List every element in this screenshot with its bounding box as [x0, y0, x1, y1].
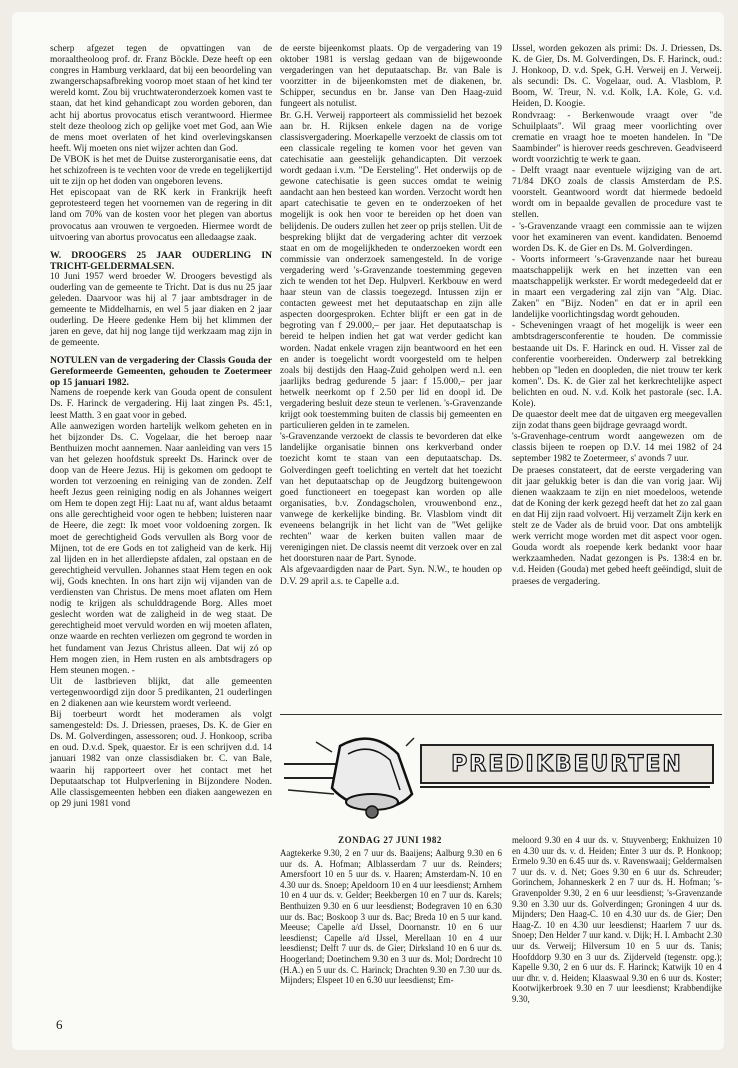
paragraph: De praeses constateert, dat de eerste vergadering van dit jaar gelukkig beter is dan die van vorig jaar. Wij dienen waakzaam te zijn en niet moedeloos, wetende dat de Koning der kerk gezegd heeft dat het zo zal gaan en dat Hij zijn raad volvoert. Hij verzamelt Zijn kerk en stelt ze de Vader als de bruid voor. Dat ons ambtelijk werk verricht moge worden met dit aspect voor ogen. Gouda wordt als roepende kerk bedankt voor haar werkzaamheden. Nadat gezongen is Ps. 138:4 en br. v.d. Heiden (Gouda) met gebed heeft geëindigd, sluit de praeses de vergadering. [512, 465, 723, 587]
section-heading-droogers: W. DROOGERS 25 JAAR OUDERLING IN TRICHT-GELDERMALSEN. [50, 249, 272, 272]
schedule-text: Aagtekerke 9.30, 2 en 7 uur ds. Baaijens; Aalburg 9.30 en 6 uur ds. A. Hofman; Alblasserdam 7 uur ds. Reinders; Amersfoort 10 en 5 uur ds. v. Haaren; Amsterdam-N. 10 en 4.30 uur ds. Snoep; Apeldoorn 10 en 4 uur leesdienst; Arnhem 10 en 4 uur ds. v. Gelder; Beekbergen 10 en 7 uur ds. Karels; Benthuizen 9.30 en 6 uur leesdienst; Bodegraven 10 en 6.30 uur ds. Bac; Boskoop 3 uur ds. Bac; Breda 10 en 5 uur kand. Meeuse; Capelle a/d IJssel, Doornanstr. 10 en 6 uur leesdienst; Capelle a/d IJssel, Merellaan 10 en 4 uur leesdienst; Delft 7 uur ds. de Gier; Dirksland 10 en 6 uur ds. Hoogerland; Doetinchem 9.30 en 3 uur ds. Mol; Dordrecht 10 (H.A.) en 5 uur ds. C. Harinck; Drachten 9.30 en 7.30 uur ds. Mijnders; Elspeet 10 en 6.30 uur leesdienst; Em- [280, 848, 502, 986]
column-left [50, 44, 272, 810]
section-divider [280, 714, 722, 715]
paragraph: - Delft vraagt naar eventuele wijziging van de art. 71/84 DKO zoals de classis Amsterdam de P.S. voorstelt. Geantwoord wordt dat hiermede bedoeld wordt om in bepaalde gevallen de procedure vast te stellen. [512, 166, 722, 221]
paragraph: Bij toerbeurt wordt het moderamen als volgt samengesteld: Ds. J. Driessen, praeses, Ds. K. de Gier en Ds. M. Golverdingen, assessoren; oud. J. Honkoop, scriba en oud. D.v.d. Spek, quaestor. Er is een schrijven d.d. 14 januari 1982 van onze classisdiaken br. C. van Bale, waarin hij rapporteert over het contact met het Deputaatschap tot Hulpverlening in Bijzondere Noden. Alle classisgemeenten hebben een diaken aangewezen en op 29 juni 1981 vond [50, 710, 272, 809]
section-heading-notulen: NOTULEN van de vergadering der Classis Gouda der Gereformeerde Gemeenten, gehouden te Zoetermeer op 15 januari 1982. [50, 355, 272, 389]
paragraph: IJssel, worden gekozen als primi: Ds. J. Driessen, Ds. K. de Gier, Ds. M. Golverdingen, Ds. F. Harinck, oud.: J. Honkoop, D. v.d. Spek, G.H. Verweij en J. Verweij. als secundi: Ds. C. Vogelaar, oud. A. Vlasblom, P. Boom, W. Treur, N. v.d. Kolk, I.A. Kole, G. v.d. Heiden, D. Koogie. [512, 44, 722, 110]
paragraph: Het episcopaat van de RK kerk in Frankrijk heeft geprotesteerd tegen het voornemen van de regering in dit land om 70% van de kosten voor het plegen van abortus provocatus aan vrouwen te vergoeden. Hiermee wordt de uitvoering van abortus provocatus een alledaagse zaak. [50, 188, 272, 243]
schedule-column-left [280, 848, 502, 986]
banner-title: PREDIKBEURTEN [420, 744, 714, 784]
paragraph: - Voorts informeert 's-Gravenzande naar het bureau maatschappelijk werk en het inzetten van een maatschappelijk werkster. Er wordt medegedeeld dat er in maart een vergadering zal zijn van "Alg. Diac. Zaken" en "Bijz. Noden" en dat er in april een landelijke voorlichtingsdag wordt gehouden. [512, 254, 722, 321]
paragraph: de eerste bijeenkomst plaats. Op de vergadering van 19 oktober 1981 is verslag gedaan van de bijgewoonde vergaderingen van het deputaatschap. Br. van Bale is voorzitter in de bijeenkomsten met de diakenen, br. Schipper, secundus en br. Janse van Den Haag-zuid fungeert als notulist. [280, 44, 502, 110]
paragraph: Br. G.H. Verweij rapporteert als commissielid het bezoek aan br. H. Rijksen enkele dagen na de vorige classisvergadering. Moerkapelle verzoekt de classis om tot een classicale regeling te komen voor het geven van catechisatie aan geestelijk gehandicapten. Dit verzoek wordt gedaan i.v.m. "De Eersteling". Het onderwijs op de gewone catechisatie is geen succes omdat te weinig aandacht aan hen besteed kan worden. Verzocht wordt hen apart catechisatie te geven en te onderzoeken of het mogelijk is ook hen voor te bereiden op het doen van belijdenis. De ouders zullen het zeer op prijs stellen. Uit de bespreking blijkt dat de vergadering achter dit verzoek staat en om de mogelijkheden te onderzoeken wordt een commissie van onderzoek samengesteld. In de vorige vergadering werd 's-Gravenzande toestemming gegeven zich te wenden tot het Dep. Hulpverl. Kerkbouw en werd haar steun van de classis toegezegd. Intussen zijn er contacten geweest met het deputaatschap en zijn alle aspecten doorgesproken. Echter blijft er een gat in de begroting van f 29.000,– per jaar. Het deputaatschap is bereid te helpen indien het gat wat verder gedicht kan worden. Nadat enkele vragen zijn beantwoord en het een en ander is toegelicht wordt voorgesteld om te helpen zoals bij destijds den Haag-Zuid geholpen werd n.l. een jaarlijks bedrag gedurende 5 jaar: f 15.000,– per jaar hetwelk neerkomt op f 2.50 per lid en doopl id. De vergadering besluit deze steun te verlenen. 's-Gravenzande krijgt ook toestemming buiten de classis bij gemeenten en particulieren gelden in te zamelen. [280, 110, 502, 432]
paragraph: Als afgevaardigden naar de Part. Syn. N.W., te houden op D.V. 29 april a.s. te Capelle a.d. [280, 565, 502, 587]
paragraph: De quaestor deelt mee dat de uitgaven erg meegevallen zijn zodat thans geen bijdrage gevraagd wordt. [512, 410, 722, 432]
predikbeurten-banner [280, 724, 724, 824]
page-number: 6 [56, 1017, 63, 1032]
paragraph: De VBOK is het met de Duitse zusterorganisatie eens, dat het schizofreen is te vechten voor de vrede en tegelijkertijd uit te zijn op het doden van ongeboren levens. [50, 154, 272, 188]
paragraph: scherp afgezet tegen de opvattingen van de moraaltheoloog prof. dr. Franz Böckle. Deze heeft op een congres in Hamburg verklaard, dat bij een beoordeling van zwangerschapsafbreking voorop moet staan of het kind ter wereld komt. Zou bij vruchtwateronderzoek komen vast te staan, dat het kind gehandicapt zou worden geboren, dan acht hij abortus provocatus etisch verantwoord. Hiermee stelt deze theoloog zich op gelijke voet met God, aan Wie de mens moet overlaten of het kind overlevingskansen heeft. Wij moeten ons niet wijzer achten dan God. [50, 44, 272, 154]
paragraph: 's-Gravenzande verzoekt de classis te bevorderen dat elke landelijke organisatie binnen ons kerkverband onder toezicht komt te staan van een deputaatschap. Ds. Golverdingen geeft toelichting en vertelt dat het toezicht van het deputaatschap op de Jeugdzorg buitengewoon goed functioneert en toegepast kan worden op alle organisaties, b.v. Zondagscholen, vrouwenbond enz., vanwege de kerkelijke binding. Br. Vlasblom vindt dit eveneens belangrijk in het licht van de "Wet gelijke rechten" waar de kerken buiten vallen maar de verenigingen niet. De classis neemt dit verzoek over en zal het doorsturen naar de Part. Synode. [280, 432, 502, 565]
schedule-column-right [512, 835, 722, 1005]
paragraph: 10 Juni 1957 werd broeder W. Droogers bevestigd als ouderling van de gemeente te Tricht. Dat is dus nu 25 jaar geleden. Daarvoor was hij al 7 jaar ambtsdrager in de gemeente te Middelharnis, en wel 5 jaar diaken en 2 jaar ouderling. De Heere gedenke Hem bij het klimmen der jaren en geve, dat hij nog lange tijd werkzaam mag zijn in de gemeente. [50, 271, 272, 349]
paragraph: - Scheveningen vraagt of het mogelijk is weer een ambtsdragersconferentie te houden. De commissie bestaande uit Ds. F. Harinck en oud. H. Visser zal de conferentie voorbereiden. Onderwerp zal betrekking hebben op "leden en doopleden, die niet trouw ter kerk komen". Ds. K. de Gier zal het kerkrechtelijke aspect belichten en oud. N. v.d. Kolk het pastorale (sec. I.A. Kole). [512, 321, 722, 409]
paragraph: - 's-Gravenzande vraagt een commissie aan te wijzen voor het examineren van event. kandidaten. Benoemd worden Ds. K. de Gier en Ds. M. Golverdingen. [512, 221, 722, 254]
column-right [512, 44, 722, 588]
paragraph: Uit de lastbrieven blijkt, dat alle gemeenten vertegenwoordigd zijn door 5 predikanten, 21 ouderlingen en 2 diakenen aan wie keurstem wordt verleend. [50, 676, 272, 709]
banner-underline [420, 786, 710, 788]
paragraph: Namens de roepende kerk van Gouda opent de consulent Ds. F. Harinck de vergadering. Hij laat zingen Ps. 45:1, leest Matth. 3 en gaat voor in gebed. [50, 388, 272, 421]
paragraph: 's-Gravenhage-centrum wordt aangewezen om de classis bijeen te roepen op D.V. 14 mei 1982 of 24 september 1982 te Zoetermeer, s' avonds 7 uur. [512, 432, 722, 465]
column-middle [280, 44, 502, 588]
bell-icon [280, 724, 420, 824]
schedule-text: meloord 9.30 en 4 uur ds. v. Stuyvenberg; Enkhuizen 10 en 4.30 uur ds. v. d. Heiden; Enter 3 uur ds. P. Honkoop; Ermelo 9.30 en 6.45 uur ds. v. Ravenswaaij; Geldermalsen 7 uur ds. v. d. Net; Goes 9.30 en 6 uur ds. Schreuder; Gorinchem, Johanneskerk 2 en 7 uur ds. H. Hofman; 's-Gravenpolder 9.30, 2 en 6 uur leesdienst; 's-Gravenzande 9.30 en 3.30 uur ds. Golverdingen; Groningen 4 uur ds. Mijnders; Den Haag-C. 10 en 4.30 uur ds. de Gier; Den Haag-Z. 10 en 4.30 uur leesdienst; Haarlem 7 uur ds. Snoep; Den Helder 7 uur kand. v. Dijk; H. I. Ambacht 2.30 uur ds. Verweij; Hilversum 10 en 5 uur ds. Tanis; Hoofddorp 9.30 en 3 uur ds. Zijderveld (tegenstr. opg.); Kapelle 9.30, 2 en 6 uur ds. F. Harinck; Katwijk 10 en 4 uur dhr. v. d. Heiden; Klaaswaal 9.30 en 6 uur ds. Koster; Kootwijkerbroek 9.30 en 7 uur leesdienst; Krabbendijke 9.30, [512, 835, 722, 1004]
paragraph: Alle aanwezigen worden hartelijk welkom geheten en in het bijzonder Ds. C. Vogelaar, die het beroep naar Benthuizen mocht aannemen. Naar aanleiding van vers 15 van het gelezen hoofdstuk spreekt Ds. Harinck over de doop van de Heere Jezus. Hij is gekomen om gedoopt te worden tot verzoening en reiniging van de zonden. Zelf heeft Jezus geen reiniging nodig en als Johannes weigert om Hem te dopen zegt Hij: Laat nu af, want aldus betaamt ons alle gerechtigheid voor ogen te hebben; luisteren naar de Heere, die zegt: Ik moet voor voldoening zorgen. Ik moet de gerechtigheid Gods vervullen als Borg voor de Mijnen, tot de ere Gods en tot zaligheid van de kerk. Hij zal lijden en in het allerdiepste afdalen, zal opstaan en de gerechtigheid vervullen. Johannes staat Hem tegen en ook wij, Gods knechten. In ons hart zijn wij vijanden van de verdiensten van Christus. De mens moet aflaten om Hem nodig te krijgen als schulddragende Borg. Alles moet geslecht worden wat de zaligheid in de weg staat. De gerechtigheid moet vervuld worden en wij moeten aflaten, onze waarde en rechten verliezen om gegrond te worden in het fundament van Jezus Christus alleen. Dat wij zó op Hem mogen zien, in Hem rusten en als ambtsdragers op Hem steunen mogen. - [50, 421, 272, 676]
document-page [12, 12, 724, 1050]
schedule-heading: ZONDAG 27 JUNI 1982 [338, 835, 442, 845]
paragraph: Rondvraag: - Berkenwoude vraagt over "de Schuilplaats". Wil graag meer voorlichting over crematie en vraagt hoe te moeten handelen. In "De Saambinder" is hierover reeds geschreven. Geadviseerd wordt voorzichtig te werk te gaan. [512, 110, 722, 165]
